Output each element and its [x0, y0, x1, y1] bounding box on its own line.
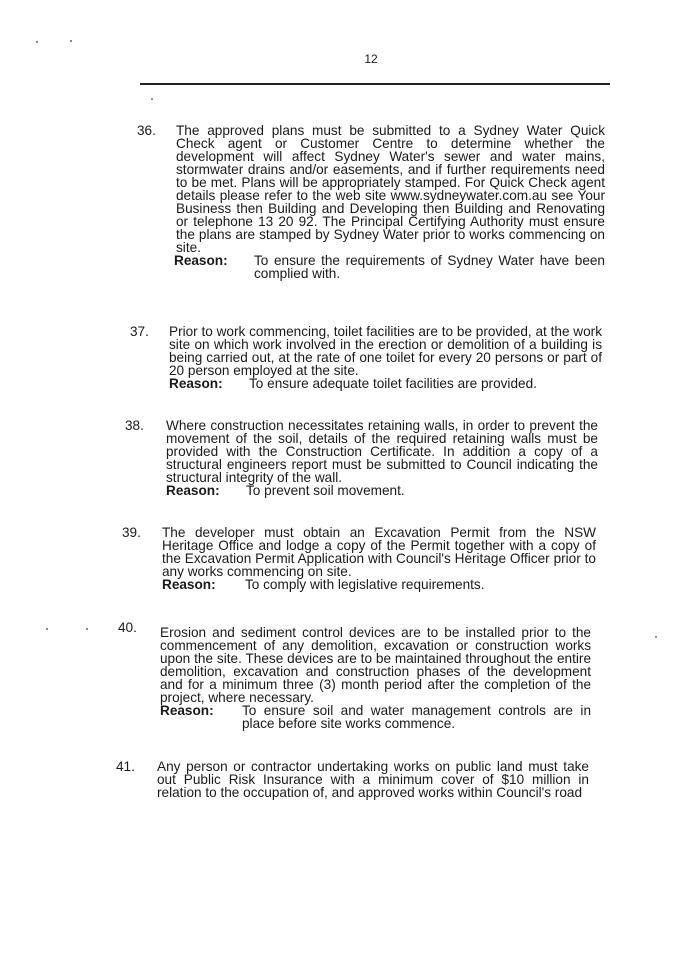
condition-reason [169, 377, 602, 390]
header-rule [140, 83, 610, 85]
scan-speck [86, 628, 88, 630]
reason-label: Reason: [160, 703, 214, 718]
reason-text: To comply with legislative requirements. [245, 577, 485, 592]
condition-40 [160, 626, 591, 730]
condition-38 [166, 419, 598, 497]
reason-label: Reason: [169, 376, 223, 391]
reason-label: Reason: [162, 577, 216, 592]
condition-text: Erosion and sediment control devices are to be installed prior to the commencement of any demolition, excavation or construction works upon the site. These devices are to be maintained throughout the entire demolition, excavation and construction phases of the development and for a minimum three (3) month period after the completion of the project, where necessary. [160, 625, 591, 705]
scan-speck [151, 98, 153, 100]
condition-number: 37. [130, 324, 149, 339]
reason-text: To ensure the requirements of Sydney Water have been complied with. [254, 253, 605, 281]
condition-text: Prior to work commencing, toilet facilities are to be provided, at the work site on which work involved in the erection or demolition of a building is being carried out, at the rate of one toilet for every 20 persons or part of 20 person employed at the site. [169, 324, 602, 378]
scan-speck [36, 41, 38, 43]
condition-36 [176, 124, 605, 280]
condition-number: 36. [137, 123, 156, 138]
page-number: 12 [364, 52, 378, 66]
condition-text: The developer must obtain an Excavation Permit from the NSW Heritage Office and lodge a copy of the Permit together with a copy of the Excavation Permit Application with Council's Heritage Officer prior to any works commencing on site. [162, 525, 596, 579]
condition-number: 41. [116, 759, 135, 774]
scan-speck [655, 636, 657, 638]
condition-39 [162, 526, 596, 591]
condition-reason [160, 704, 591, 730]
reason-label: Reason: [174, 253, 228, 268]
condition-37 [169, 325, 602, 390]
condition-text: Where construction necessitates retaining walls, in order to prevent the movement of the soil, details of the required retaining walls must be provided with the Construction Certificate. In addition a copy of a structural engineers report must be submitted to Council indicating the structural integrity of the wall. [166, 418, 598, 485]
condition-text: The approved plans must be submitted to a Sydney Water Quick Check agent or Customer Centre to determine whether the development will affect Sydney Water's sewer and water mains, stormwater drains and/or easements, and if further requirements need to be met. Plans will be appropriately stamped. For Quick Check agent details please refer to the web site www.sydneywater.com.au see Your Business then Building and Developing then Building and Renovating or telephone 13 20 92. The Principal Certifying Authority must ensure the plans are stamped by Sydney Water prior to works commencing on site. [176, 123, 605, 255]
condition-reason [176, 254, 605, 280]
condition-number: 40. [118, 620, 137, 635]
condition-number: 38. [125, 418, 144, 433]
condition-reason [166, 484, 598, 497]
reason-label: Reason: [166, 483, 220, 498]
scan-speck [46, 628, 48, 630]
condition-41 [157, 760, 589, 799]
condition-number: 39. [122, 525, 141, 540]
reason-text: To ensure soil and water management controls are in place before site works commence. [242, 703, 591, 731]
reason-text: To ensure adequate toilet facilities are provided. [249, 376, 537, 391]
reason-text: To prevent soil movement. [246, 483, 405, 498]
scan-speck [70, 40, 72, 42]
condition-reason [162, 578, 596, 591]
condition-text: Any person or contractor undertaking works on public land must take out Public Risk Insurance with a minimum cover of $10 million in relation to the occupation of, and approved works within Council's road [157, 759, 589, 800]
